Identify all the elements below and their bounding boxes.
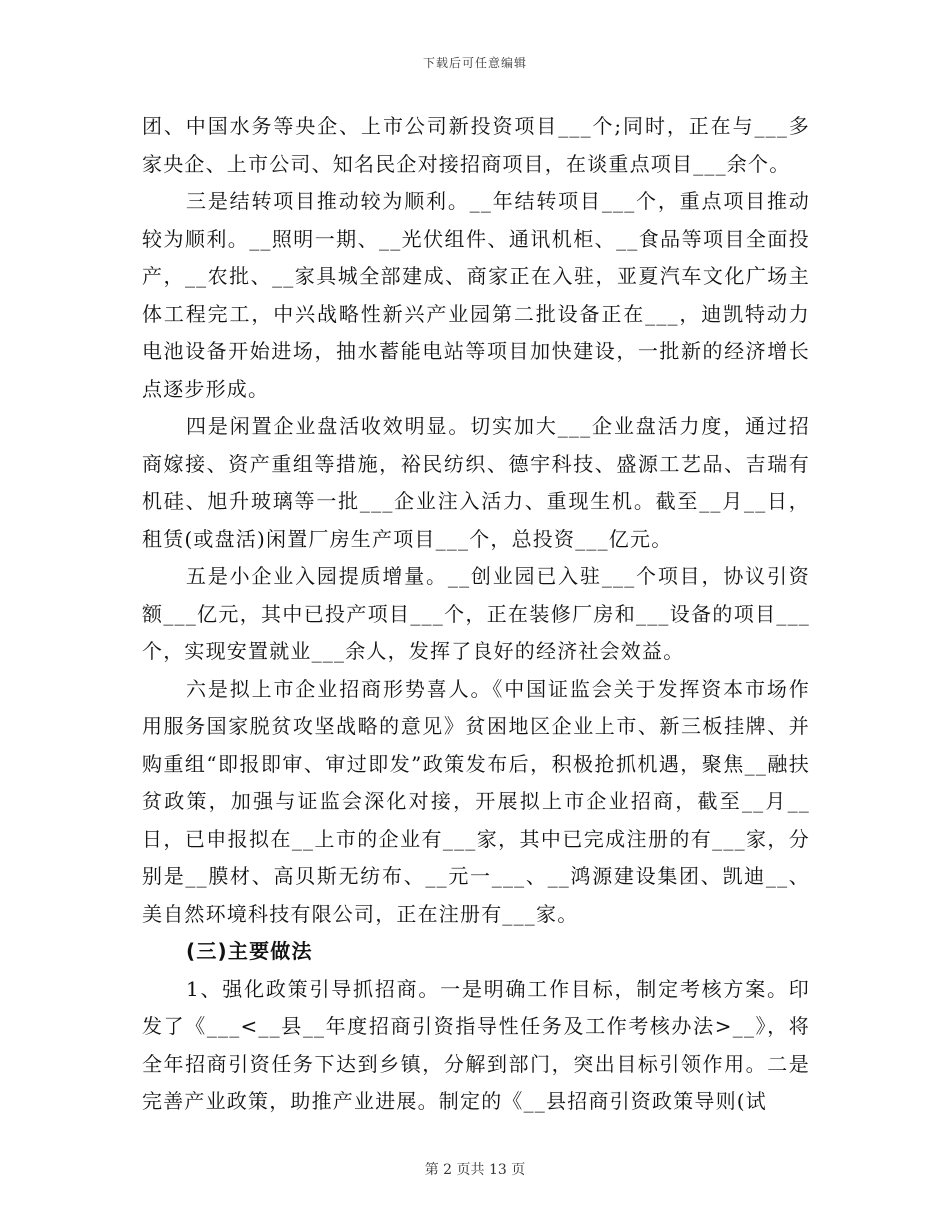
paragraph-continuation: 团、中国水务等央企、上市公司新投资项目___个;同时，正在与___多家央企、上市公司、知名民企对接招商项目，在谈重点项目___余个。 [142, 114, 810, 176]
paragraph-policy-guidance: 1、强化政策引导抓招商。一是明确工作目标，制定考核方案。印发了《___<__县__年度招商引资指导性任务及工作考核办法>__》，将全年招商引资任务下达到乡镇，分解到部门，突出目标引领作用。二是完善产业政策，助推产业进展。制定的《__县招商引资政策导则(试 [142, 976, 810, 1113]
paragraph-carryover-projects: 三是结转项目推动较为顺利。__年结转项目___个，重点项目推动较为顺利。__照明一期、__光伏组件、通讯机柜、__食品等项目全面投产，__农批、__家具城全部建成、商家正在入驻，亚夏汽车文化广场主体工程完工，中兴战略性新兴产业园第二批设备正在___，迪凯特动力电池设备开始进场，抽水蓄能电站等项目加快建设，一批新的经济增长点逐步形成。 [142, 189, 810, 401]
page-footer: 第 2 页共 13 页 [424, 1162, 526, 1178]
document-body [142, 108, 810, 1121]
paragraph-listing-enterprises: 六是拟上市企业招商形势喜人。《中国证监会关于发挥资本市场作用服务国家脱贫攻坚战略的意见》贫困地区企业上市、新三板挂牌、并购重组“即报即审、审过即发”政策发布后，积极抢抓机遇，聚焦__融扶贫政策，加强与证监会深化对接，开展拟上市企业招商，截至__月__日，已申报拟在__上市的企业有___家，其中已完成注册的有___家，分别是__膜材、高贝斯无纺布、__元一___、__鸿源建设集团、凯迪__、美自然环境科技有限公司，正在注册有___家。 [142, 676, 810, 926]
paragraph-idle-enterprises: 四是闲置企业盘活收效明显。切实加大___企业盘活力度，通过招商嫁接、资产重组等措施，裕民纺织、德宇科技、盛源工艺品、吉瑞有机硅、旭升玻璃等一批___企业注入活力、重现生机。截至__月__日，租赁(或盘活)闲置厂房生产项目___个，总投资___亿元。 [142, 414, 810, 551]
page-header: 下载后可任意编辑 [422, 56, 527, 70]
section-heading-main-practices: (三)主要做法 [186, 939, 313, 963]
paragraph-small-enterprises: 五是小企业入园提质增量。__创业园已入驻___个项目，协议引资额___亿元，其中已投产项目___个，正在装修厂房和___设备的项目___个，实现安置就业___余人，发挥了良好的经济社会效益。 [142, 564, 810, 663]
